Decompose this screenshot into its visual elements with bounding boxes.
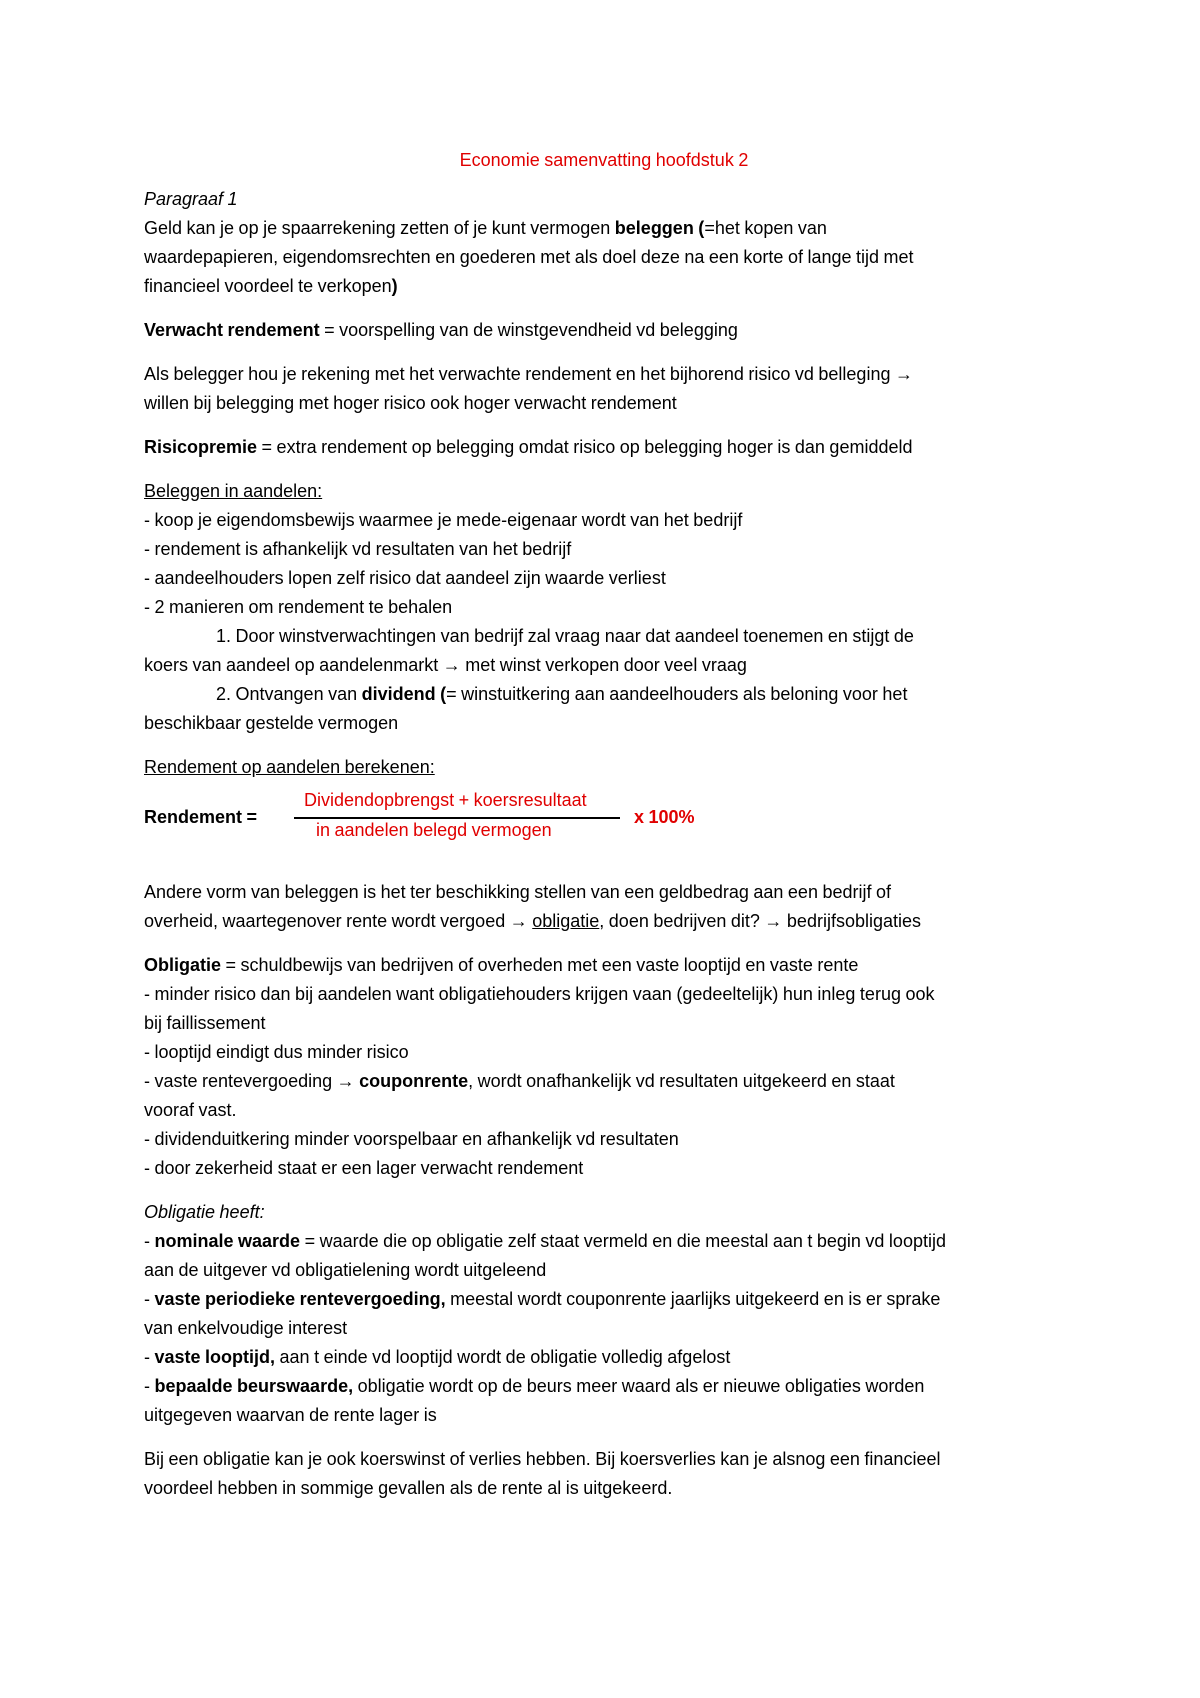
- section-heading: Obligatie heeft:: [144, 1202, 265, 1222]
- text: , doen bedrijven dit?: [599, 911, 765, 931]
- bold-term: Risicopremie: [144, 437, 258, 457]
- list-item: - looptijd eindigt dus minder risico: [144, 1042, 409, 1062]
- text-line: [144, 907, 1064, 936]
- text: meestal wordt couponrente jaarlijks uitgekeerd en is er sprake: [445, 1289, 941, 1309]
- numbered-item: [144, 680, 1064, 709]
- arrow-right-icon: →: [764, 911, 783, 931]
- text: met winst verkopen door veel vraag: [460, 655, 747, 675]
- list-item: - door zekerheid staat er een lager verwacht rendement: [144, 1158, 584, 1178]
- definition-text: = extra rendement op belegging omdat risico op belegging hoger is dan gemiddeld: [257, 437, 913, 457]
- bold-paren: ): [391, 276, 398, 296]
- bold-paren: (: [435, 684, 447, 704]
- formula-denominator: in aandelen belegd vermogen: [316, 820, 552, 840]
- definition-text: = voorspelling van de winstgevendheid vd belegging: [319, 320, 738, 340]
- definition-risicopremie: [144, 433, 1064, 462]
- text: = waarde die op obligatie zelf staat vermeld en die meestal aan t begin vd looptijd: [300, 1231, 946, 1251]
- paragraph-obligatie-intro: [144, 878, 1064, 936]
- arrow-right-icon: →: [336, 1071, 355, 1091]
- section-rendement-formula: [144, 753, 1064, 846]
- section-paragraaf-1: [144, 185, 1064, 301]
- list-item: [144, 1372, 1064, 1401]
- text: obligatie wordt op de beurs meer waard als er nieuwe obligaties worden: [353, 1376, 925, 1396]
- text-line: waardepapieren, eigendomsrechten en goederen met als doel deze na een korte of lange tijd met: [144, 247, 914, 267]
- text: overheid, waartegenover rente wordt vergoed: [144, 911, 510, 931]
- formula-multiplier: x 100%: [634, 807, 695, 827]
- bold-term: bepaalde beurswaarde,: [154, 1376, 354, 1396]
- text: 2. Ontvangen van: [216, 684, 362, 704]
- paragraph-belegger: [144, 360, 1064, 418]
- text-line: van enkelvoudige interest: [144, 1318, 348, 1338]
- text-line: voordeel hebben in sommige gevallen als de rente al is uitgekeerd.: [144, 1478, 673, 1498]
- definition-text: = schuldbewijs van bedrijven of overheden met een vaste looptijd en vaste rente: [221, 955, 859, 975]
- text-line: vooraf vast.: [144, 1100, 237, 1120]
- list-item: - 2 manieren om rendement te behalen: [144, 597, 453, 617]
- section-beleggen-aandelen: [144, 477, 1064, 738]
- list-item: [144, 1343, 1064, 1372]
- document-page: [144, 146, 1064, 1503]
- text-line: [144, 651, 1064, 680]
- list-item: [144, 1067, 1064, 1096]
- text: koers van aandeel op aandelenmarkt: [144, 655, 443, 675]
- bold-term: dividend: [361, 684, 436, 704]
- list-item: - koop je eigendomsbewijs waarmee je mede-eigenaar wordt van het bedrijf: [144, 510, 743, 530]
- text-line: [144, 360, 1064, 389]
- arrow-right-icon: →: [509, 911, 528, 931]
- list-item: [144, 1285, 1064, 1314]
- list-item: [144, 1227, 1064, 1256]
- bold-term: vaste looptijd,: [154, 1347, 276, 1367]
- list-item: - dividenduitkering minder voorspelbaar en afhankelijk vd resultaten: [144, 1129, 679, 1149]
- text: aan t einde vd looptijd wordt de obligatie volledig afgelost: [275, 1347, 731, 1367]
- dash: -: [144, 1231, 155, 1251]
- formula-label: Rendement =: [144, 807, 258, 827]
- list-item: - minder risico dan bij aandelen want obligatiehouders krijgen vaan (gedeeltelijk) hun inleg terug ook: [144, 984, 935, 1004]
- text-line: Andere vorm van beleggen is het ter beschikking stellen van een geldbedrag aan een bedrijf of: [144, 882, 891, 902]
- text-line: Bij een obligatie kan je ook koerswinst of verlies hebben. Bij koersverlies kan je alsnog een financieel: [144, 1449, 941, 1469]
- text-line: uitgegeven waarvan de rente lager is: [144, 1405, 437, 1425]
- text-line: aan de uitgever vd obligatielening wordt uitgeleend: [144, 1260, 547, 1280]
- bold-term: beleggen (: [614, 218, 705, 238]
- dash: -: [144, 1347, 155, 1367]
- bold-term: Verwacht rendement: [144, 320, 320, 340]
- text-line: beschikbaar gestelde vermogen: [144, 713, 399, 733]
- section-heading: Rendement op aandelen berekenen:: [144, 757, 435, 777]
- section-obligatie: [144, 951, 1064, 1183]
- definition-verwacht-rendement: [144, 316, 1064, 345]
- arrow-right-icon: →: [442, 655, 461, 675]
- rendement-formula: [144, 788, 1064, 846]
- text: =het kopen van: [704, 218, 827, 238]
- section-heading: Beleggen in aandelen:: [144, 481, 323, 501]
- bold-term: couponrente: [359, 1071, 469, 1091]
- bold-term: nominale waarde: [154, 1231, 301, 1251]
- formula-numerator: Dividendopbrengst + koersresultaat: [304, 790, 587, 810]
- text-line: willen bij belegging met hoger risico ook hoger verwacht rendement: [144, 393, 677, 413]
- text: , wordt onafhankelijk vd resultaten uitgekeerd en staat: [468, 1071, 895, 1091]
- list-item: - aandeelhouders lopen zelf risico dat aandeel zijn waarde verliest: [144, 568, 666, 588]
- arrow-right-icon: →: [894, 364, 913, 384]
- paragraph-koerswinst: [144, 1445, 1064, 1503]
- text: - vaste rentevergoeding: [144, 1071, 337, 1091]
- dash: -: [144, 1376, 155, 1396]
- text-line: [144, 214, 1064, 243]
- text: Als belegger hou je rekening met het verwachte rendement en het bijhorend risico vd belleging: [144, 364, 895, 384]
- section-obligatie-heeft: [144, 1198, 1064, 1430]
- document-title: Economie samenvatting hoofdstuk 2: [459, 150, 749, 170]
- paragraph-heading: Paragraaf 1: [144, 189, 238, 209]
- definition-obligatie: [144, 951, 1064, 980]
- text-line: bij faillissement: [144, 1013, 266, 1033]
- text-line: [144, 272, 1064, 301]
- text: = winstuitkering aan aandeelhouders als beloning voor het: [446, 684, 908, 704]
- dash: -: [144, 1289, 155, 1309]
- bold-term: Obligatie: [144, 955, 222, 975]
- text: Geld kan je op je spaarrekening zetten of je kunt vermogen: [144, 218, 615, 238]
- text: bedrijfsobligaties: [782, 911, 921, 931]
- underlined-term: obligatie: [532, 911, 600, 931]
- text: financieel voordeel te verkopen: [144, 276, 392, 296]
- list-item: - rendement is afhankelijk vd resultaten van het bedrijf: [144, 539, 572, 559]
- numbered-item: 1. Door winstverwachtingen van bedrijf zal vraag naar dat aandeel toenemen en stijgt de: [216, 626, 914, 646]
- bold-term: vaste periodieke rentevergoeding,: [154, 1289, 446, 1309]
